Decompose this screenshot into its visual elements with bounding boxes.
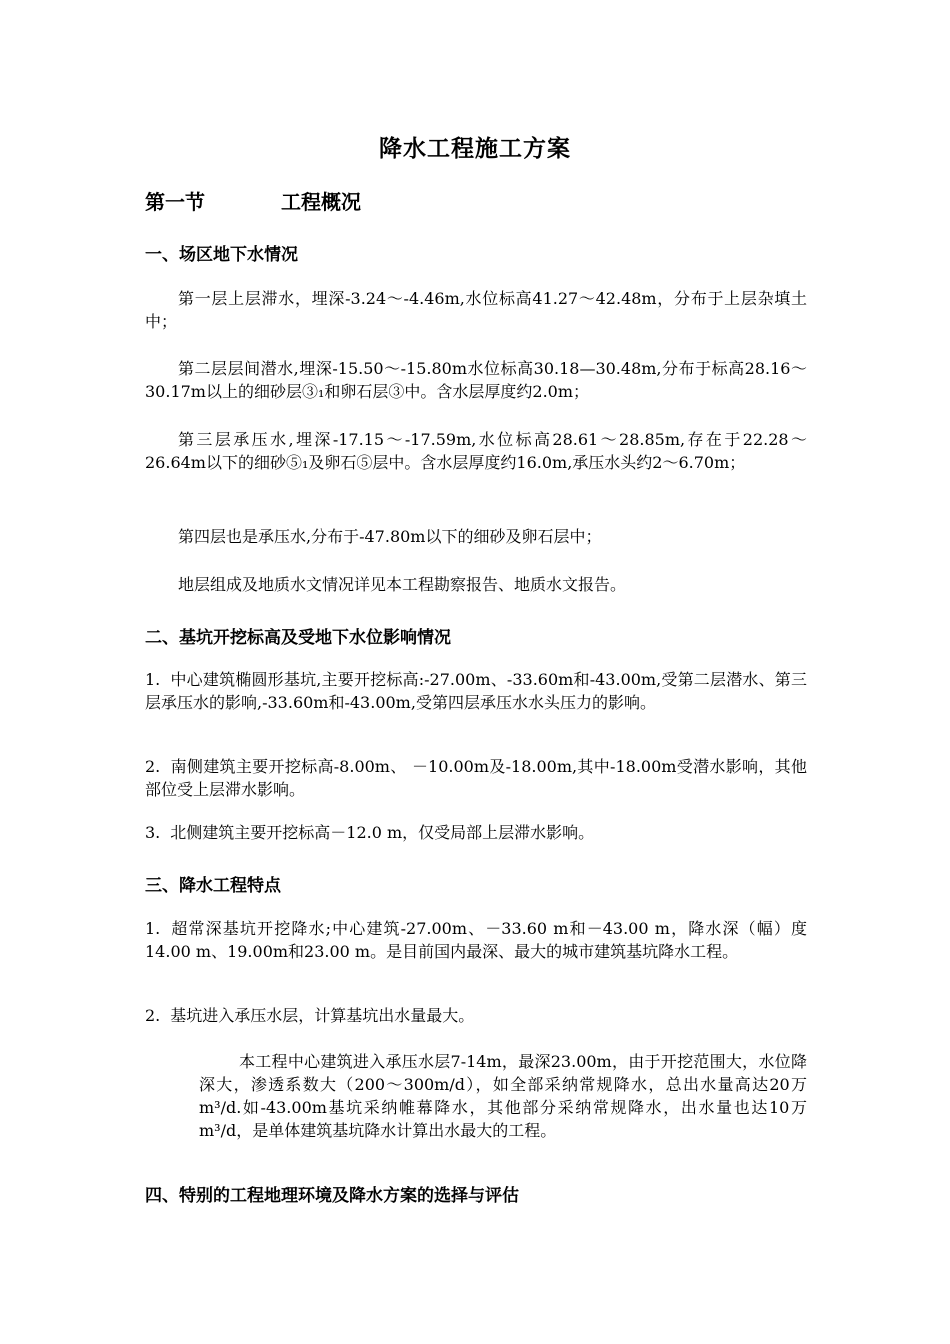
list-item-excavation-1 xyxy=(145,668,807,714)
paragraph-groundwater-layer3: 第三层承压水,埋深-17.15～-17.59m,水位标高28.61～28.85m,存在于22.28～26.64m以下的细砂⑤₁及卵石⑤层中。含水层厚度约16.0m,承压水头约2～6.70m； xyxy=(145,430,807,472)
list-text: 北侧建筑主要开挖标高－12.0 m，仅受局部上层滞水影响。 xyxy=(170,823,595,842)
paragraph-groundwater-layer1: 第一层上层滞水，埋深-3.24～-4.46m,水位标高41.27～42.48m，分布于上层杂填土中； xyxy=(145,289,807,331)
section-heading xyxy=(145,186,361,215)
list-number: 3. xyxy=(145,823,161,842)
list-text: 基坑进入承压水层，计算基坑出水量最大。 xyxy=(170,1006,475,1025)
list-number: 2. xyxy=(145,757,161,776)
section-number: 第一节 xyxy=(145,190,205,214)
section-name: 工程概况 xyxy=(281,190,361,214)
list-item-excavation-3 xyxy=(145,821,807,844)
list-item-feature-1 xyxy=(145,917,807,963)
list-number: 2. xyxy=(145,1006,161,1025)
list-number: 1. xyxy=(145,919,161,938)
heading-geology: 四、特别的工程地理环境及降水方案的选择与评估 xyxy=(145,1186,519,1206)
list-text: 中心建筑椭圆形基坑,主要开挖标高:-27.00m、-33.60m和-43.00m,受第二层潜水、第三层承压水的影响,-33.60m和-43.00m,受第四层承压水水头压力的影响。 xyxy=(145,670,807,712)
paragraph-groundwater-layer4: 第四层也是承压水,分布于-47.80m以下的细砂及卵石层中； xyxy=(178,527,602,546)
heading-features: 三、降水工程特点 xyxy=(145,876,281,896)
paragraph-groundwater-reference: 地层组成及地质水文情况详见本工程勘察报告、地质水文报告。 xyxy=(178,575,627,594)
heading-groundwater: 一、场区地下水情况 xyxy=(145,245,298,265)
list-item-feature-2 xyxy=(145,1004,807,1027)
paragraph-groundwater-layer2: 第二层层间潜水,埋深-15.50～-15.80m水位标高30.18—30.48m,分布于标高28.16～30.17m以上的细砂层③₁和卵石层③中。含水层厚度约2.0m； xyxy=(145,359,807,401)
list-text: 超常深基坑开挖降水;中心建筑-27.00m、－33.60 m和－43.00 m，降水深（幅）度14.00 m、19.00m和23.00 m。是目前国内最深、最大的城市建筑基坑降水工程。 xyxy=(145,919,807,961)
list-item-excavation-2 xyxy=(145,755,807,801)
document-title: 降水工程施工方案 xyxy=(379,136,571,162)
list-number: 1. xyxy=(145,670,161,689)
paragraph-feature-detail: 本工程中心建筑进入承压水层7-14m，最深23.00m，由于开挖范围大，水位降深大，渗透系数大（200～300m/d），如全部采纳常规降水，总出水量高达20万m³/d.如-43.00m基坑采纳帷幕降水，其他部分采纳常规降水，出水量也达10万m³/d，是单体建筑基坑降水计算出水最大的工程。 xyxy=(199,1052,807,1140)
heading-excavation: 二、基坑开挖标高及受地下水位影响情况 xyxy=(145,628,451,648)
list-text: 南侧建筑主要开挖标高-8.00m、 －10.00m及-18.00m,其中-18.00m受潜水影响，其他部位受上层滞水影响。 xyxy=(145,757,807,799)
